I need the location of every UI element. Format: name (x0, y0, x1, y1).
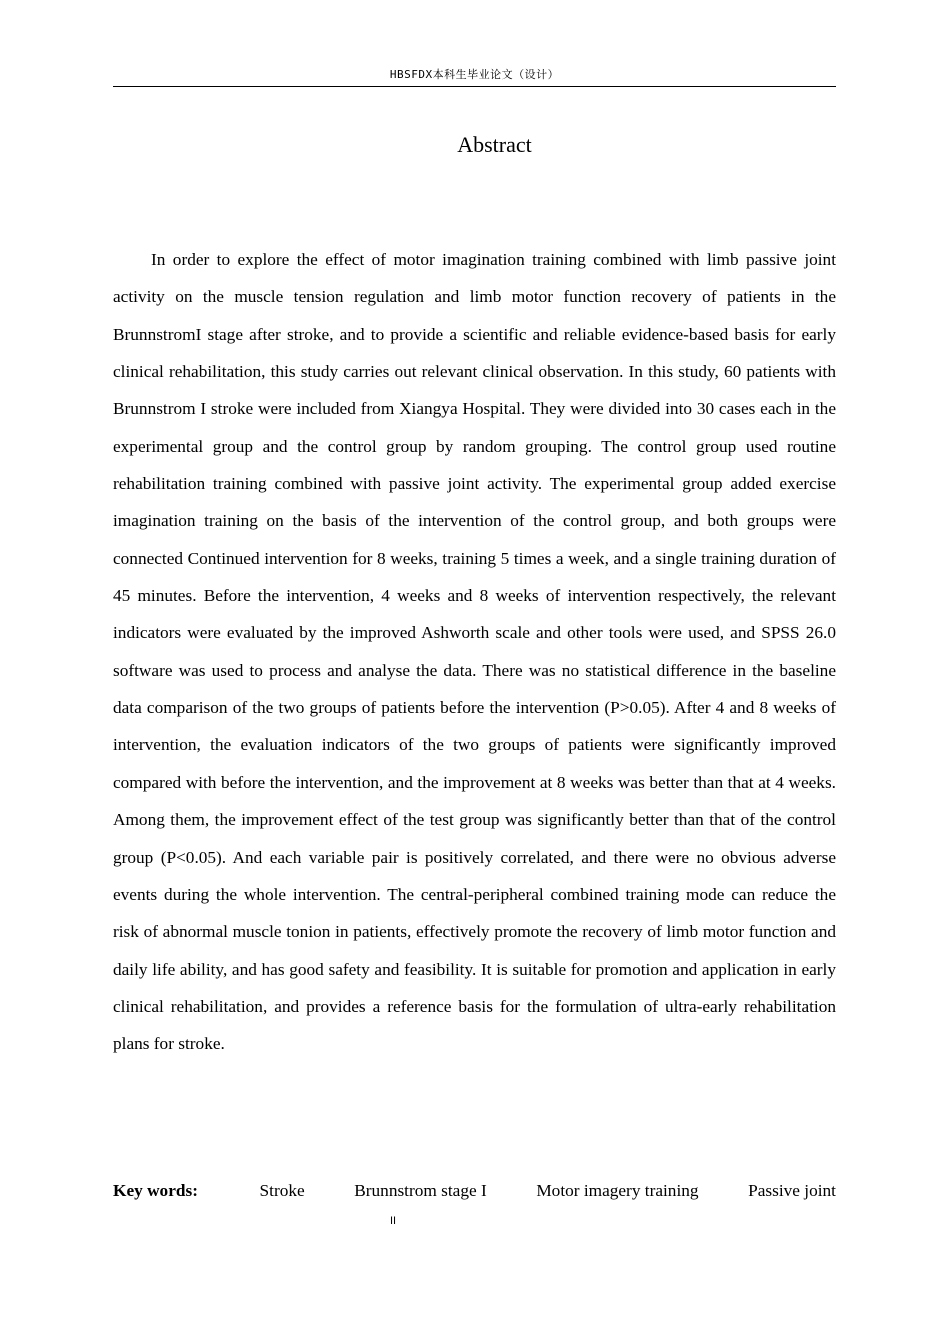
keyword-item: Brunnstrom stage I (354, 1181, 487, 1200)
keyword-item: Motor imagery training (536, 1181, 699, 1200)
page-header: HBSFDX本科生毕业论文（设计） (113, 66, 836, 87)
abstract-title: Abstract (457, 132, 532, 157)
abstract-body: In order to explore the effect of motor imagination training combined with limb passive joint activity on the muscle tension regulation and limb motor function recovery of patients in the BrunnstromI stage after stroke, and to provide a scientific and reliable evidence-based basis for early clinical rehabilitation, this study carries out relevant clinical observation. In this study, 60 patients with Brunnstrom I stroke were included from Xiangya Hospital. They were divided into 30 cases each in the experimental group and the control group by random grouping. The control group used routine rehabilitation training combined with passive joint activity. The experimental group added exercise imagination training on the basis of the intervention of the control group, and both groups were connected Continued intervention for 8 weeks, training 5 times a week, and a single training duration of 45 minutes. Before the intervention, 4 weeks and 8 weeks of intervention respectively, the relevant indicators were evaluated by the improved Ashworth scale and other tools were used, and SPSS 26.0 software was used to process and analyse the data. There was no statistical difference in the baseline data comparison of the two groups of patients before the intervention (P>0.05). After 4 and 8 weeks of intervention, the evaluation indicators of the two groups of patients were significantly improved compared with before the intervention, and the improvement at 8 weeks was better than that at 4 weeks. Among them, the improvement effect of the test group was significantly better than that of the control group (P<0.05). And each variable pair is positively correlated, and there were no obvious adverse events during the whole intervention. The central-peripheral combined training mode can reduce the risk of abnormal muscle tonion in patients, effectively promote the recovery of limb motor function and daily life ability, and has good safety and feasibility. It is suitable for promotion and application in early clinical rehabilitation, and provides a reference basis for the formulation of ultra-early rehabilitation plans for stroke. (113, 250, 836, 1054)
page-number: II (389, 1215, 397, 1227)
keyword-item: Passive joint (748, 1181, 836, 1200)
keyword-item: Stroke (259, 1181, 305, 1200)
keywords-label: Key words: (113, 1181, 198, 1200)
keywords-line (113, 1176, 836, 1206)
